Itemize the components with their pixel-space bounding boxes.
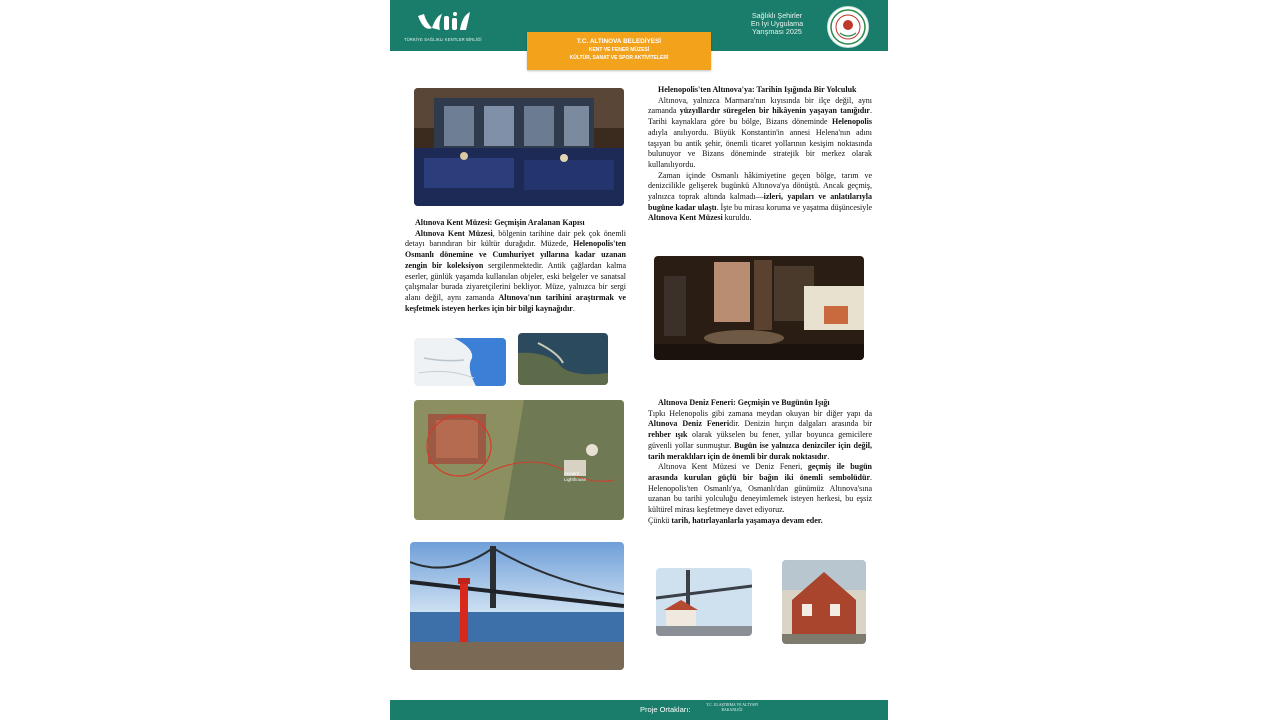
lighthouse-building-photo — [782, 560, 866, 644]
museum-interior-photo — [414, 88, 624, 206]
museum-paragraph: Altınova Kent Müzesi, bölgenin tarihine dair pek çok önemli detayı barındıran bir kültür durağıdır. Müzede, Helenopolis'ten Osmanlı dönemine ve Cumhuriyet yıllarına kadar uzanan zengin bir koleksiyon sergilenmektedir. Antik çağlardan kalma eserler, günlük yaşamda kullanılan objeler, eski belgeler ve sanatsal çalışmalar burada ziyaretçilerini bekliyor. Müze, yalnızca bir sergi alanı değil, aynı zamanda Altınova'nın tarihini araştırmak ve keşfetmek isteyen herkes için bir bilgi kaynağıdır. — [405, 228, 626, 313]
lighthouse-aerial-map-photo — [414, 400, 624, 520]
bridge-house-photo — [656, 568, 752, 636]
lighthouse-paragraph-1: Tıpkı Helenopolis gibi zamana meydan okuyan bir diğer yapı da Altınova Deniz Feneridir. Denizin hırçın dalgaları arasında bir rehber ışık olarak yükselen bu fener, yıllar boyunca gemicilere güvenli yollar sunmuştur. Bugün ise yalnızca denizciler için değil, tarih meraklıları için de önemli bir durak noktasıdır. — [648, 408, 873, 461]
banner-line-2: KENT VE FENER MÜZESİ — [588, 47, 650, 53]
banner-line-1: T.C. ALTINOVA BELEDİYESİ — [576, 38, 662, 45]
partner-line-1: T.C. ULAŞTIRMA VE ALTYAPI — [706, 703, 758, 707]
award-text — [742, 12, 812, 36]
lighthouse-section — [648, 398, 872, 526]
helenopolis-section — [648, 85, 872, 224]
museum-title: Altınova Kent Müzesi: Geçmişin Aralanan Kapısı — [415, 218, 585, 227]
award-line-1: Sağlıklı Şehirler — [751, 11, 803, 20]
municipality-seal-icon — [827, 6, 869, 48]
helenopolis-paragraph-1: Altınova, yalnızca Marmara'nın kıyısında bir ilçe değil, aynı zamanda yüzyıllardır süregelen bir hikâyenin yaşayan tanığıdır. Tarihi kaynaklara göre bu bölge, Bizans döneminde Helenopolis adıyla anılıyordu. Büyük Konstantin'in annesi Helena'nın adını taşıyan bu antik şehir, önemli ticaret yollarının kesişim noktasında bulunuyor ve Bizans döneminde stratejik bir merkez olarak kullanılıyordu. — [648, 95, 872, 169]
satellite-coast-photo — [518, 333, 608, 385]
title-banner — [527, 32, 711, 70]
closing-line: Çünkü tarih, hatırlayanlarla yaşamaya devam eder. — [648, 515, 823, 525]
poster-page — [390, 0, 888, 720]
lighthouse-paragraph-2: Altınova Kent Müzesi ve Deniz Feneri, geçmiş ile bugün arasında kurulan güçlü bir bağın iki önemli sembolüdür. Helenopolis'ten Osmanlı'ya, Osmanlı'dan günümüz Altınova'sına uzanan bu tarihi yolculuğu deneyimlemek isteyen herkesi, bu eşsiz kültürel mirası keşfetmeye davet ediyoruz. — [648, 462, 872, 515]
map-label-lighthouse: Lighthouse — [564, 477, 587, 482]
coast-map-photo — [414, 338, 506, 386]
banner-line-3: KÜLTÜR, SANAT VE SPOR AKTİVİTELERİ — [569, 55, 669, 61]
award-line-3: Yarışması 2025 — [752, 27, 802, 36]
healthy-cities-logo-icon — [416, 10, 476, 34]
bridge-lighthouse-photo — [410, 542, 624, 670]
helenopolis-title: Helenopolis'ten Altınova'ya: Tarihin Işığında Bir Yolculuk — [658, 85, 857, 94]
map-label-ancient: Ancient — [564, 471, 580, 476]
healthy-cities-logo — [404, 8, 484, 44]
logo-caption: TÜRKİYE SAĞLIKLI KENTLER BİRLİĞİ — [404, 37, 482, 42]
museum-exhibit-photo — [654, 256, 864, 360]
museum-section — [405, 218, 626, 314]
header-bar — [390, 0, 888, 61]
helenopolis-paragraph-2: Zaman içinde Osmanlı hâkimiyetine geçen bölge, tarım ve denizcilikle gelişerek bugünkü Altınova'ya dönüştü. Ancak geçmiş, yalnızca toprak altında kalmadı—izleri, yapıları ve anlatılarıyla bugüne kadar ulaştı. İşte bu mirası koruma ve yaşatma düşüncesiyle Altınova Kent Müzesi kuruldu. — [648, 170, 873, 223]
award-line-2: En İyi Uygulama — [750, 19, 804, 28]
footer-bar — [390, 700, 888, 720]
partner-line-2: BAKANLIĞI — [721, 708, 743, 712]
lighthouse-title: Altınova Deniz Feneri: Geçmişin ve Bugünün Işığı — [658, 398, 830, 407]
footer-label: Proje Ortakları: — [640, 705, 691, 714]
partner-logo-text — [702, 703, 762, 713]
